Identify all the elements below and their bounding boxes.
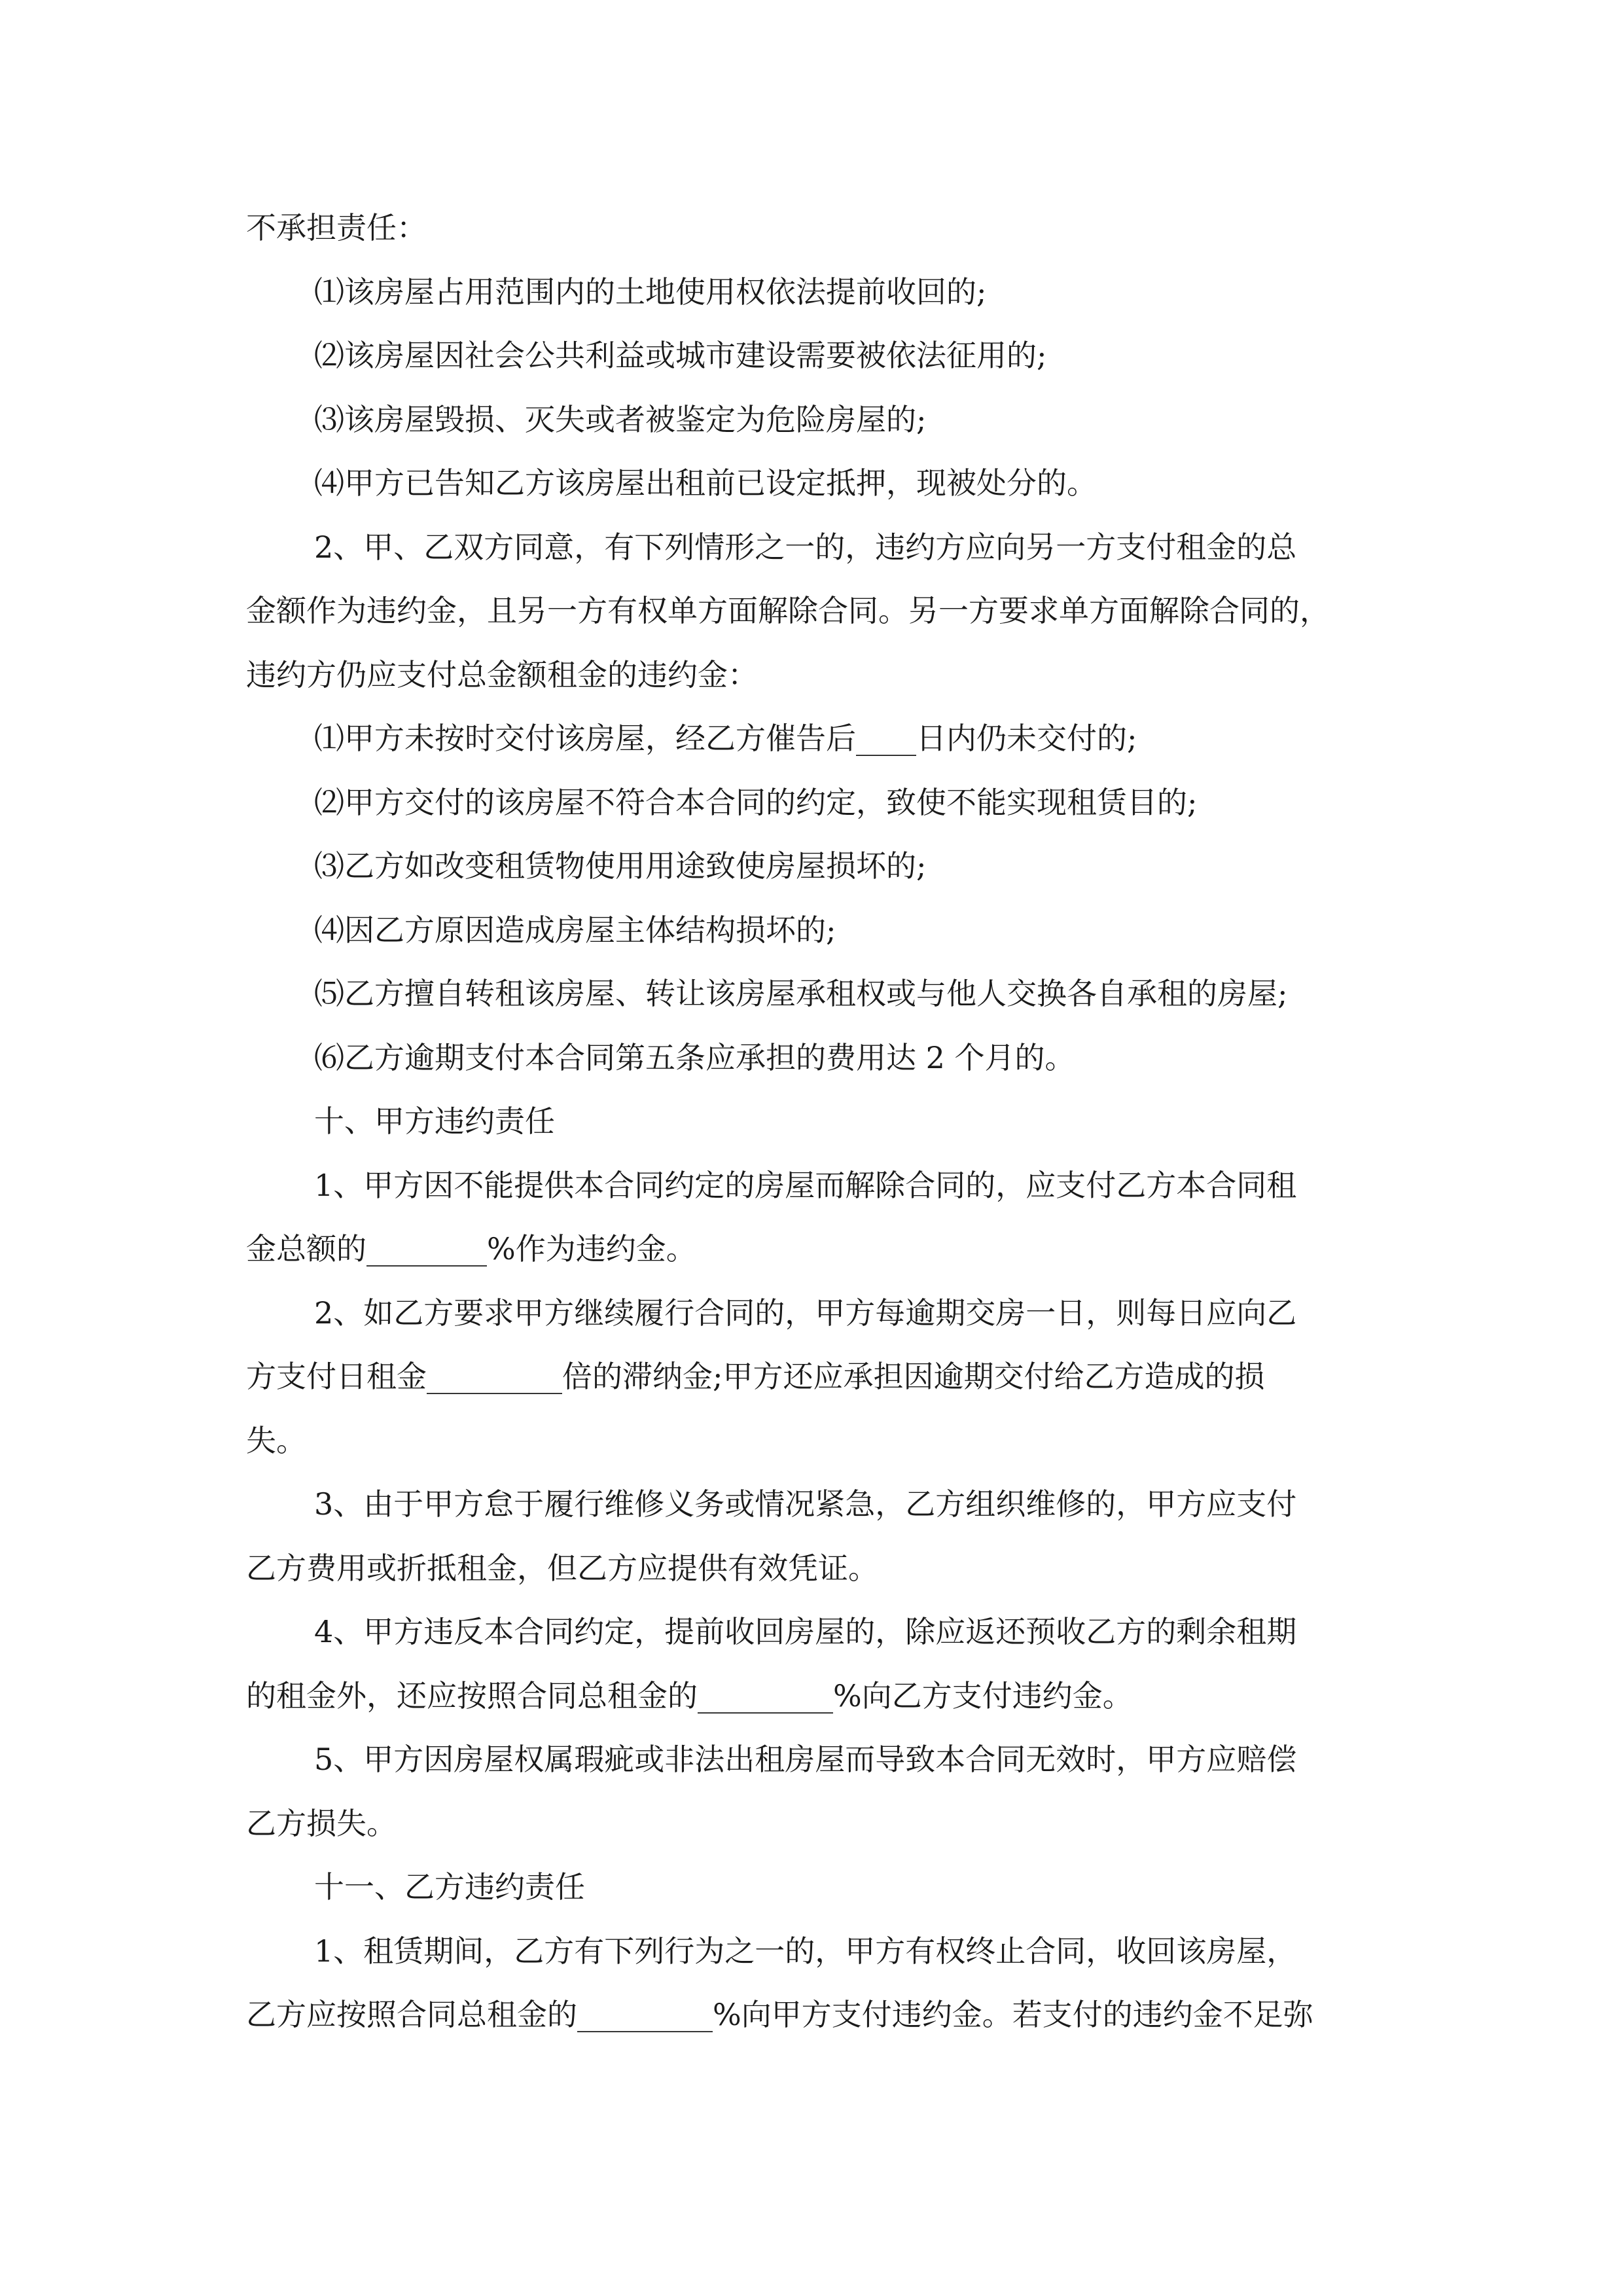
- line-21: 3、由于甲方怠于履行维修义务或情况紧急，乙方组织维修的，甲方应支付: [314, 1486, 1297, 1522]
- document-page: [246, 196, 1378, 2047]
- line-24: 的租金外，还应按照合同总租金的_________%向乙方支付违约金。: [246, 1677, 1133, 1713]
- line-5: ⑷甲方已告知乙方该房屋出租前已设定抵押，现被处分的。: [314, 465, 1097, 501]
- line-29: 乙方应按照合同总租金的_________%向甲方支付违约金。若支付的违约金不足弥: [246, 1997, 1313, 2032]
- line-23: 4、甲方违反本合同约定，提前收回房屋的，除应返还预收乙方的剩余租期: [314, 1614, 1297, 1649]
- line-18: 2、如乙方要求甲方继续履行合同的，甲方每逾期交房一日，则每日应向乙: [314, 1295, 1297, 1331]
- line-7: 金额作为违约金，且另一方有权单方面解除合同。另一方要求单方面解除合同的，: [246, 593, 1330, 628]
- line-26: 乙方损失。: [246, 1805, 397, 1841]
- line-19: 方支付日租金_________倍的滞纳金;甲方还应承担因逾期交付给乙方造成的损: [246, 1359, 1265, 1394]
- line-28: 1、租赁期间，乙方有下列行为之一的，甲方有权终止合同，收回该房屋，: [314, 1933, 1297, 1969]
- line-20: 失。: [246, 1422, 306, 1458]
- section-heading-10: 十、甲方违约责任: [314, 1103, 555, 1139]
- line-8: 违约方仍应支付总金额租金的违约金：: [246, 656, 758, 692]
- line-1: 不承担责任：: [246, 210, 427, 245]
- line-25: 5、甲方因房屋权属瑕疵或非法出租房屋而导致本合同无效时，甲方应赔偿: [314, 1742, 1297, 1777]
- line-2: ⑴该房屋占用范围内的土地使用权依法提前收回的;: [314, 274, 987, 310]
- line-6: 2、甲、乙双方同意，有下列情形之一的，违约方应向另一方支付租金的总: [314, 529, 1297, 565]
- line-12: ⑷因乙方原因造成房屋主体结构损坏的;: [314, 912, 836, 948]
- line-17: 金总额的________%作为违约金。: [246, 1231, 696, 1266]
- line-9: ⑴甲方未按时交付该房屋，经乙方催告后____日内仍未交付的;: [314, 721, 1137, 756]
- line-4: ⑶该房屋毁损、灭失或者被鉴定为危险房屋的;: [314, 401, 927, 437]
- section-heading-11: 十一、乙方违约责任: [314, 1869, 585, 1905]
- line-3: ⑵该房屋因社会公共利益或城市建设需要被依法征用的;: [314, 338, 1047, 373]
- line-22: 乙方费用或折抵租金，但乙方应提供有效凭证。: [246, 1550, 878, 1586]
- line-13: ⑸乙方擅自转租该房屋、转让该房屋承租权或与他人交换各自承租的房屋;: [314, 976, 1288, 1011]
- line-14: ⑹乙方逾期支付本合同第五条应承担的费用达 2 个月的。: [314, 1039, 1075, 1075]
- line-16: 1、甲方因不能提供本合同约定的房屋而解除合同的，应支付乙方本合同租: [314, 1167, 1297, 1203]
- line-11: ⑶乙方如改变租赁物使用用途致使房屋损坏的;: [314, 848, 927, 884]
- line-10: ⑵甲方交付的该房屋不符合本合同的约定，致使不能实现租赁目的;: [314, 784, 1198, 820]
